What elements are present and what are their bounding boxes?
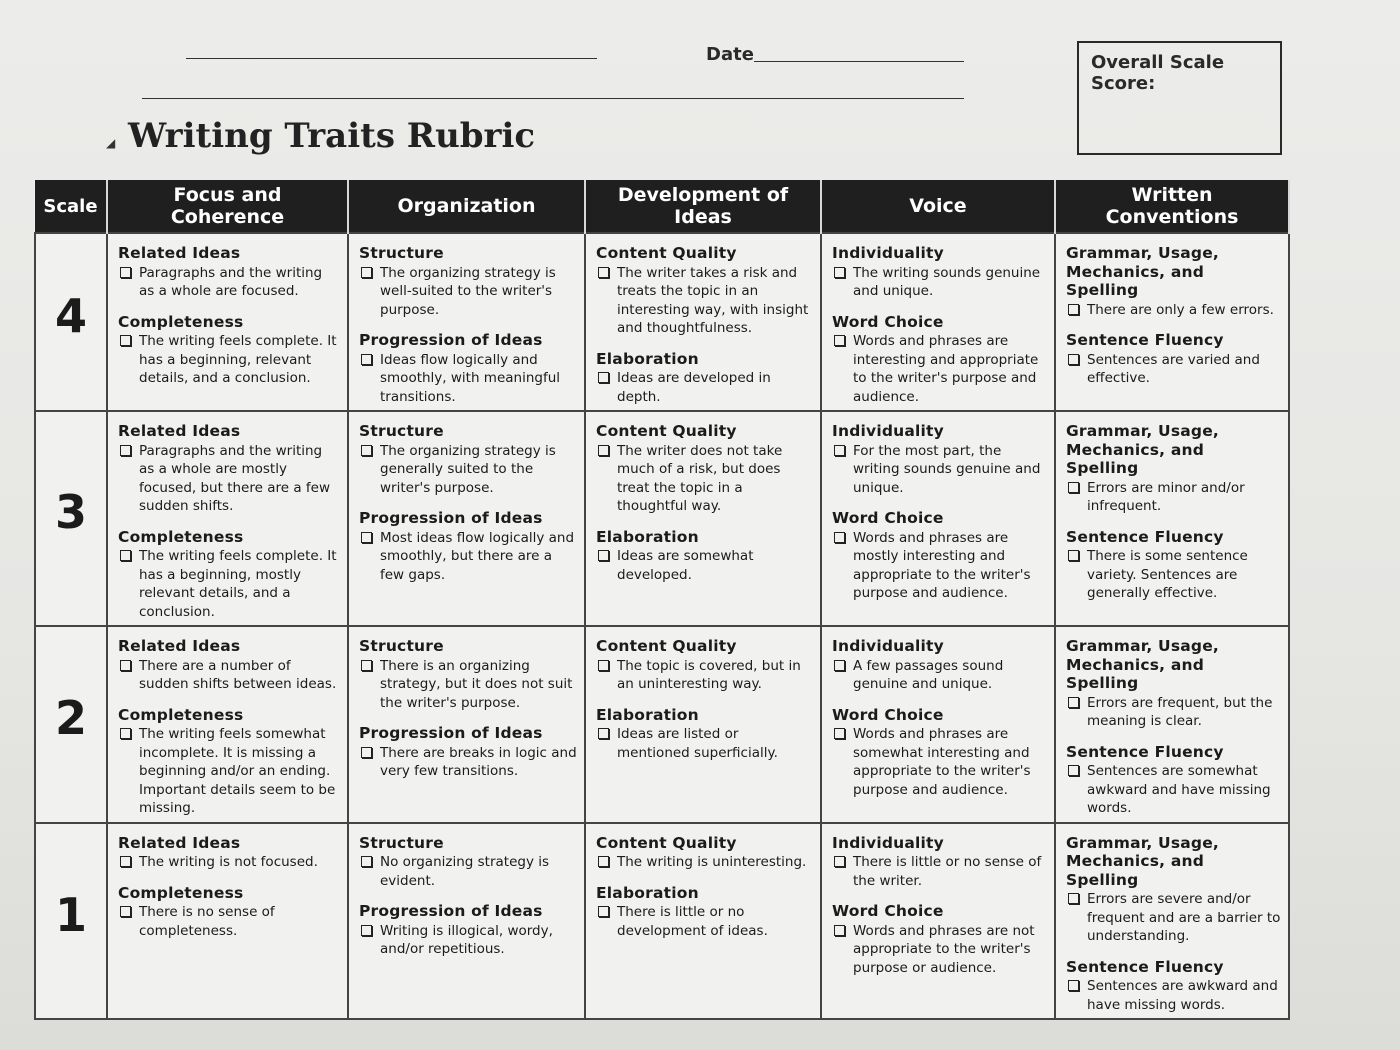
checkbox-icon[interactable] [361,856,372,867]
criterion-heading: Progression of Ideas [359,724,543,742]
criteria-cell-organization [348,411,585,626]
criterion-heading: Sentence Fluency [1066,957,1224,976]
criterion-text: The writing is not focused. [139,854,318,870]
criterion-heading: Completeness [118,705,244,724]
criteria-cell-conventions [1055,626,1289,823]
criterion-item [118,547,341,621]
column-header-focus: Focus and Coherence [107,180,348,233]
criterion-heading: Grammar, Usage, Mechanics, and Spelling [1066,637,1220,692]
criterion-heading: Elaboration [596,527,699,546]
checkbox-icon[interactable] [120,550,131,561]
criterion-text: Words and phrases are mostly interesting and appropriate to the writer's purpose and audience. [853,529,1031,601]
checkbox-icon[interactable] [834,445,845,456]
criteria-cell-voice [821,823,1055,1020]
checkbox-icon[interactable] [120,660,131,671]
criterion-heading: Structure [359,637,444,655]
criterion-item [359,853,578,890]
checkbox-icon[interactable] [361,445,372,456]
column-header-organization: Organization [348,180,585,233]
criterion-item [359,442,578,498]
criterion-text: Ideas flow logically and smoothly, with meaningful transitions. [380,351,561,405]
criterion-text: The writer takes a risk and treats the topic in an interesting way, with insight and thoughtfulness. [617,264,809,336]
checkbox-icon[interactable] [361,532,372,543]
criterion-item [359,264,578,320]
overall-score-box [1077,41,1282,155]
criterion-item [1066,890,1282,946]
criterion-item [596,853,814,872]
criterion-item [832,529,1048,603]
criterion-item [118,853,341,872]
score-cell [35,411,107,626]
criterion-heading: Progression of Ideas [359,331,543,349]
criterion-text: The writer does not take much of a risk, but does treat the topic in a thoughtful way. [617,442,783,514]
score-number: 3 [54,485,87,540]
checkbox-icon[interactable] [361,354,372,365]
checkbox-icon[interactable] [361,925,372,936]
criterion-item [596,725,814,762]
checkbox-icon[interactable] [598,906,609,917]
criterion-text: There are a number of sudden shifts between ideas. [139,657,337,692]
criterion-text: There are breaks in logic and very few transitions. [380,744,577,779]
checkbox-icon[interactable] [120,728,131,739]
criterion-heading: Content Quality [596,422,737,440]
checkbox-icon[interactable] [120,267,131,278]
checkbox-icon[interactable] [834,856,845,867]
checkbox-icon[interactable] [598,372,609,383]
criterion-heading: Grammar, Usage, Mechanics, and Spelling [1066,833,1220,889]
criterion-item [1066,977,1282,1014]
criterion-item [596,903,814,940]
criterion-heading: Individuality [832,833,944,852]
checkbox-icon[interactable] [834,660,845,671]
checkbox-icon[interactable] [1068,697,1079,708]
criterion-item [118,442,341,516]
name-line [186,58,597,59]
criterion-item [832,853,1048,890]
checkbox-icon[interactable] [834,925,845,936]
criterion-text: Sentences are varied and effective. [1087,351,1260,386]
column-header-conventions: Written Conventions [1055,180,1289,233]
criterion-item [596,547,814,584]
checkbox-icon[interactable] [834,532,845,543]
criterion-item [359,922,578,959]
criterion-heading: Completeness [118,527,244,546]
criterion-text: Errors are minor and/or infrequent. [1087,479,1245,514]
criterion-heading: Structure [359,244,444,262]
checkbox-icon[interactable] [598,550,609,561]
criterion-heading: Individuality [832,422,944,440]
criterion-heading: Progression of Ideas [359,902,543,920]
criterion-text: Words and phrases are somewhat interesting and appropriate to the writer's purpose and audience. [853,726,1031,798]
criteria-cell-focus [107,823,348,1020]
checkbox-icon[interactable] [1068,354,1079,365]
checkbox-icon[interactable] [1068,304,1079,315]
criterion-heading: Related Ideas [118,422,241,440]
criterion-text: Errors are severe and/or frequent and are a barrier to understanding. [1087,891,1281,944]
score-cell [35,823,107,1020]
checkbox-icon[interactable] [834,728,845,739]
criterion-heading: Content Quality [596,244,737,262]
criterion-heading: Individuality [832,637,944,655]
criterion-text: The organizing strategy is well-suited to the writer's purpose. [380,264,556,318]
criteria-cell-conventions [1055,233,1289,411]
checkbox-icon[interactable] [834,335,845,346]
criteria-cell-focus [107,411,348,626]
criteria-cell-development [585,823,821,1020]
checkbox-icon[interactable] [598,267,609,278]
criterion-text: Paragraphs and the writing as a whole are mostly focused, but there are a few sudden shifts. [139,442,330,514]
criterion-text: Paragraphs and the writing as a whole are focused. [139,264,323,299]
criterion-heading: Elaboration [596,705,699,724]
criterion-item [596,369,814,406]
criterion-text: There is little or no sense of the writer. [853,854,1042,889]
criterion-text: Most ideas flow logically and smoothly, but there are a few gaps. [380,529,575,583]
criterion-text: Writing is illogical, wordy, and/or repetitious. [380,922,553,957]
criterion-item [118,657,341,694]
criterion-text: The writing feels somewhat incomplete. It is missing a beginning and/or an ending. Important details seem to be missing. [139,726,336,816]
criteria-cell-conventions [1055,411,1289,626]
criterion-text: For the most part, the writing sounds genuine and unique. [853,442,1041,496]
criterion-text: Words and phrases are interesting and appropriate to the writer's purpose and audience. [853,333,1039,405]
criteria-cell-development [585,233,821,411]
criterion-item [359,529,578,585]
criterion-item [359,744,578,781]
criteria-cell-voice [821,626,1055,823]
criterion-text: Errors are frequent, but the meaning is clear. [1087,694,1273,729]
criteria-cell-organization [348,823,585,1020]
criterion-heading: Content Quality [596,637,737,655]
criteria-cell-organization [348,233,585,411]
criterion-heading: Grammar, Usage, Mechanics, and Spelling [1066,244,1220,299]
criterion-text: The organizing strategy is generally suited to the writer's purpose. [380,442,556,496]
rubric-row [35,233,1289,411]
criterion-item [359,351,578,407]
criterion-text: Sentences are somewhat awkward and have missing words. [1087,763,1271,816]
criterion-text: The writing sounds genuine and unique. [853,264,1041,299]
criterion-item [596,657,814,694]
checkbox-icon[interactable] [361,267,372,278]
column-header-voice: Voice [821,180,1055,233]
checkbox-icon[interactable] [120,906,131,917]
criterion-heading: Progression of Ideas [359,509,543,527]
checkbox-icon[interactable] [598,660,609,671]
criterion-item [1066,694,1282,731]
criterion-item [118,332,341,388]
criterion-heading: Word Choice [832,312,944,331]
score-cell [35,626,107,823]
criterion-heading: Individuality [832,244,944,262]
criterion-text: No organizing strategy is evident. [380,854,550,889]
criterion-heading: Sentence Fluency [1066,527,1224,546]
criterion-text: Ideas are somewhat developed. [617,548,754,583]
criterion-text: Words and phrases are not appropriate to the writer's purpose or audience. [853,922,1035,976]
rubric-body [35,233,1289,1019]
criterion-item [118,903,341,940]
criterion-item [1066,351,1282,388]
criterion-text: There is no sense of completeness. [139,904,275,939]
criterion-heading: Sentence Fluency [1066,742,1224,761]
criteria-cell-conventions [1055,823,1289,1020]
triangle-icon: ◢ [106,136,116,150]
criterion-item [1066,547,1282,603]
date-line [754,61,964,62]
criterion-item [359,657,578,713]
criterion-item [596,442,814,516]
criterion-heading: Completeness [118,883,244,902]
checkbox-icon[interactable] [1068,980,1079,991]
criterion-heading: Word Choice [832,902,944,920]
criterion-heading: Sentence Fluency [1066,331,1224,349]
checkbox-icon[interactable] [1068,893,1079,904]
overall-score-label: Overall Scale Score: [1091,52,1225,94]
criterion-heading: Word Choice [832,509,944,527]
criterion-heading: Elaboration [596,883,699,902]
score-number: 1 [54,887,87,942]
checkbox-icon[interactable] [361,747,372,758]
criterion-heading: Grammar, Usage, Mechanics, and Spelling [1066,422,1220,477]
criterion-heading: Elaboration [596,349,699,368]
criterion-heading: Structure [359,422,444,440]
checkbox-icon[interactable] [1068,765,1079,776]
criterion-text: A few passages sound genuine and unique. [853,657,1004,692]
criterion-heading: Word Choice [832,705,944,724]
rubric-row [35,823,1289,1020]
criterion-text: There is an organizing strategy, but it does not suit the writer's purpose. [380,657,573,711]
criterion-text: Ideas are developed in depth. [617,370,771,405]
criterion-item [118,725,341,818]
checkbox-icon[interactable] [1068,482,1079,493]
criterion-text: The topic is covered, but in an uninteresting way. [617,657,801,692]
criterion-text: The writing feels complete. It has a beginning, relevant details, and a conclusion. [139,333,337,386]
criterion-item [832,922,1048,978]
criterion-text: There is little or no development of ideas. [617,904,768,939]
rubric-table [34,180,1290,1020]
criteria-cell-development [585,626,821,823]
criteria-cell-focus [107,626,348,823]
rubric-row [35,411,1289,626]
criterion-item [832,657,1048,694]
criterion-heading: Completeness [118,312,244,331]
criterion-item [832,725,1048,799]
criteria-cell-voice [821,233,1055,411]
criteria-cell-organization [348,626,585,823]
checkbox-icon[interactable] [1068,550,1079,561]
criterion-item [1066,762,1282,818]
score-number: 2 [54,691,87,745]
second-line [142,98,964,99]
checkbox-icon[interactable] [120,335,131,346]
column-header-scale: Scale [35,180,107,233]
criterion-text: There are only a few errors. [1087,301,1274,318]
checkbox-icon[interactable] [834,267,845,278]
score-number: 4 [54,288,87,343]
criterion-text: The writing is uninteresting. [617,854,807,870]
criterion-item [832,332,1048,406]
rubric-row [35,626,1289,823]
checkbox-icon[interactable] [120,856,131,867]
checkbox-icon[interactable] [598,445,609,456]
criterion-item [1066,301,1282,320]
criterion-text: There is some sentence variety. Sentences are generally effective. [1087,548,1248,601]
criterion-heading: Structure [359,833,444,852]
criteria-cell-focus [107,233,348,411]
criterion-item [596,264,814,338]
criteria-cell-voice [821,411,1055,626]
criterion-heading: Related Ideas [118,833,241,852]
criterion-item [832,264,1048,301]
criterion-text: Ideas are listed or mentioned superficially. [617,726,778,761]
date-label: Date [706,44,754,65]
score-cell [35,233,107,411]
criterion-heading: Related Ideas [118,244,241,262]
checkbox-icon[interactable] [120,445,131,456]
criterion-text: Sentences are awkward and have missing words. [1087,978,1278,1013]
rubric-header-row [35,180,1289,233]
criterion-heading: Content Quality [596,833,737,852]
criterion-heading: Related Ideas [118,637,241,655]
column-header-development: Development of Ideas [585,180,821,233]
checkbox-icon[interactable] [361,660,372,671]
page-title: Writing Traits Rubric [128,116,536,156]
criterion-text: The writing feels complete. It has a beginning, mostly relevant details, and a conclusion. [139,548,337,620]
criterion-item [832,442,1048,498]
checkbox-icon[interactable] [598,856,609,867]
criteria-cell-development [585,411,821,626]
criterion-item [1066,479,1282,516]
criterion-item [118,264,341,301]
checkbox-icon[interactable] [598,728,609,739]
